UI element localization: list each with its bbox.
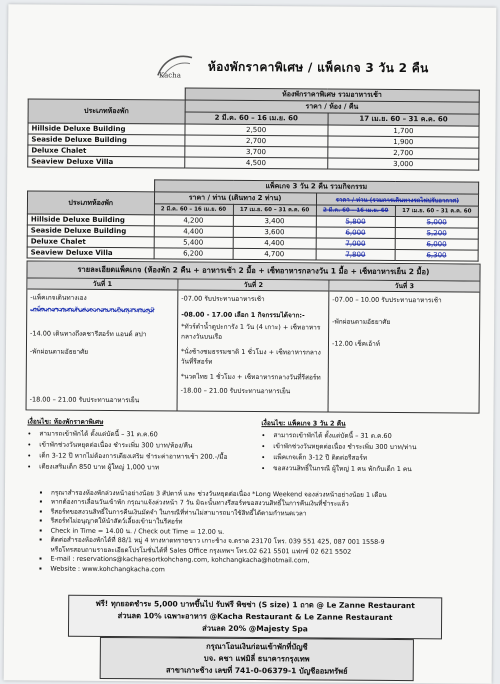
table1-unit: ราคา / ห้อง / คืน — [185, 100, 480, 114]
table-row: Deluxe Chalet 5,400 4,400 7,000 6,000 — [27, 236, 478, 250]
list-item: ▪ รีสอร์ทไม่อนุญาตให้นำสัตว์เลี้ยงเข้ามาในรีสอร์ท — [51, 517, 471, 528]
page-title: ห้องพักราคาพิเศษ / แพ็คเกจ 3 วัน 2 คืน — [207, 59, 429, 76]
list-item: • สามารถเข้าพักได้ ตั้งแต่บัดนี้ – 31 ต.ค.60 — [273, 430, 477, 441]
table-row: Seaview Deluxe Villa 6,200 4,700 7,800 6,300 — [27, 247, 478, 261]
conditions-special-rate-title: เงื่อนไข: ห้องพักราคาพิเศษ — [27, 417, 104, 426]
itinerary-header: รายละเอียดแพ็คเกจ (ห้องพัก 2 คืน + อาหารเช้า 2 มื้อ + เซ็ทอาหารกลางวัน 1 มื้อ + เซ็ทอาหารเย็น 2 มื้อ) — [27, 261, 479, 281]
booking-notes — [40, 487, 471, 577]
table-row: Seaside Deluxe Building 4,400 3,600 6,000 5,200 — [27, 225, 478, 239]
list-item: • เด็ก 3-12 ปี หากไม่ต้องการเตียงเสริม ชำระค่าอาหารเช้า 200.-/มื้อ — [39, 451, 251, 462]
table2-unit-1: ราคา / ท่าน (เดินทาง 2 ท่าน) — [154, 192, 316, 205]
table2-caption: แพ็คเกจ 3 วัน 2 คืน รวมกิจกรรม — [154, 180, 479, 194]
itinerary-day-1: วันที่ 1 -แพ็คเกจเดินทางเอง -แพ็คเกจรวมรถรับส่งจากสนามบินสุวรรณภูมิ -14.00 เดินทางถึงคชารีสอร์ท แอนด์ สปา -พักผ่อนตามอัธยาศัย -18.00 – 21.00 รับประทานอาหารเย็น — [27, 278, 179, 410]
package-itinerary — [26, 260, 481, 413]
table2-unit-2: ราคา / ท่าน (รวมการเดินทางรถไฟปรับอากาศ) — [316, 193, 478, 206]
table-row: Seaview Deluxe Villa 4,500 3,000 — [28, 156, 479, 170]
table1-period-1: 2 มี.ค. 60 – 16 เม.ย. 60 — [185, 112, 328, 125]
promotion-box: ฟรี! ทุกยอดชำระ 5,000 บาทขึ้นไป รับฟรี พิซซ่า (S size) 1 ถาด @ Le Zanne Restaurant ส่วนลด 10% เฉพาะอาหาร @Kacha Restaurant & Le Zanne Restaurant ส่วนลด 20% @Majesty Spa — [68, 595, 442, 640]
itinerary-day-2: วันที่ 2 -07.00 รับประทานอาหารเช้า -08.00 - 17.00 เลือก 1 กิจกรรมได้จาก:- *ทัวร์ดำน้ำดูปะการัง 1 วัน (4 เกาะ) + เซ็ทอาหารกลางวันบนเรือ *นั่งช้างชมธรรมชาติ 1 ชั่วโมง + เซ็ทอาหารกลางวันที่รีสอร์ท *นวดไทย 1 ชั่วโมง + เซ็ทอาหารกลางวันที่รีสอร์ท -18.00 – 21.00 รับประทานอาหารเย็น — [178, 279, 330, 411]
table-row: Hillside Deluxe Building 4,200 3,400 5,800 5,000 — [27, 214, 478, 228]
list-item: ▪ ติดต่อสำรองห้องพักได้ที่ 88/1 หมู่ 4 ทางหาดทรายขาว เกาะช้าง จ.ตราด 23170 โทร. 039 551 425, 087 001 1558-9 — [51, 536, 471, 547]
table1-caption: ห้องพักราคาพิเศษ รวมอาหารเช้า — [185, 88, 480, 102]
special-rate-table — [27, 86, 480, 170]
list-item: หรือโทรสอบถามรายละเอียดโปรโมชั่นได้ที่ Sales Office กรุงเทพฯ โทร.02 621 5501 แฟกซ์ 02 621 5502 — [50, 545, 352, 556]
document-page — [4, 4, 497, 683]
bank-transfer-box: กรุณาโอนเงินก่อนเข้าพักที่บัญชี บจ. คชา แฟมิลี่ ธนาคารกรุงเทพ สาขาเกาะช้าง เลขที่ 741-0-06379-1 บัญชีออมทรัพย์ — [100, 637, 414, 681]
conditions-package — [261, 418, 477, 476]
list-item: • เข้าพักช่วงวันหยุดต่อเนื่อง ชำระเพิ่ม 300 บาท/ห้อง/คืน — [39, 440, 251, 451]
list-item: • เข้าพักช่วงวันหยุดต่อเนื่อง ชำระเพิ่ม 300 บาท/ท่าน — [273, 441, 477, 452]
list-item: ▪ รีสอร์ทขอสงวนสิทธิ์ในการคืนเงินมัดจำ ในกรณีที่ท่านไม่สามารถมาใช้สิทธิ์ได้ตามกำหนดเวลา — [51, 507, 471, 518]
itinerary-day-3: วันที่ 3 -07.00 – 10.00 รับประทานอาหารเช้า -พักผ่อนตามอัธยาศัย -12.00 เช็คเอ้าท์ — [329, 281, 480, 413]
table1-period-2: 17 เม.ย. 60 – 31 ค.ค. 60 — [328, 113, 479, 126]
email-line[interactable]: ▪ E-mail : reservations@kacharesortkohchang.com, kohchangkacha@hotmail.com, — [50, 555, 470, 566]
conditions-package-title: เงื่อนไข: แพ็คเกจ 3 วัน 2 คืน — [261, 419, 346, 428]
table-row: Hillside Deluxe Building 2,500 1,700 — [28, 123, 479, 137]
logo-text: Kacha — [158, 71, 181, 80]
list-item: ▪ Check in Time = 14.00 น. / Check out Time = 12.00 น. — [51, 526, 471, 537]
list-item: • ขอสงวนสิทธิ์ในกรณี ผู้ใหญ่ 1 คน พักกับเด็ก 1 คน — [273, 463, 477, 474]
table-row: Deluxe Chalet 3,700 2,700 — [28, 145, 479, 159]
website-line[interactable]: ▪ Website : www.kohchangkacha.com — [50, 564, 470, 575]
table-row: Seaside Deluxe Building 2,700 1,900 — [28, 134, 479, 148]
table2-room-header: ประเภทห้องพัก — [27, 191, 154, 215]
list-item: • เตียงเสริมเด็ก 850 บาท ผู้ใหญ่ 1,000 บาท — [39, 462, 251, 473]
list-item: ▪ กรุณาสำรองห้องพักล่วงหน้าอย่างน้อย 3 สัปดาห์ และ ช่วงวันหยุดต่อเนื่อง *Long Weekend จองล่วงหน้าอย่างน้อย 1 เดือน — [51, 488, 471, 499]
list-item: • แพ็คเกจเด็ก 3-12 ปี ติดต่อรีสอร์ท — [273, 452, 477, 463]
table1-room-header: ประเภทห้องพัก — [28, 99, 185, 124]
list-item: • สามารถเข้าพักได้ ตั้งแต่บัดนี้ – 31 ต.ค.60 — [39, 429, 251, 440]
list-item: ▪ หากต้องการเลื่อนวันเข้าพัก กรุณาแจ้งล่วงหน้า 7 วัน มิฉะนั้นทางรีสอร์ทขอสงวนสิทธิ์ในการคืนเงินที่ชำระแล้ว — [51, 498, 471, 509]
package-rate-table: แพ็คเกจ 3 วัน 2 คืน รวมกิจกรรม ประเภทห้องพัก ราคา / ท่าน (เดินทาง 2 ท่าน) ราคา / ท่าน (รวมการเดินทางรถไฟปรับอากาศ) 2 มี.ค. 60 – 16 เม.ย. 60 17 เม.ย. 60 – 31 ค.ค. 60 2 มี.ค. 60 – 16 เม.ย. 60 17 เม.ย. 60 – 31 ค.ค. 60 Hillside Deluxe Building 4,200 3,400 5,800 5,000 Seaside Deluxe Building 4,400 3,600 6,000 5,200 Deluxe Chalet 5,400 4,400 7,000 6,000 Seaview Deluxe Villa 6,200 4,700 7,800 6,300 — [27, 178, 480, 261]
conditions-special-rate — [27, 416, 251, 474]
